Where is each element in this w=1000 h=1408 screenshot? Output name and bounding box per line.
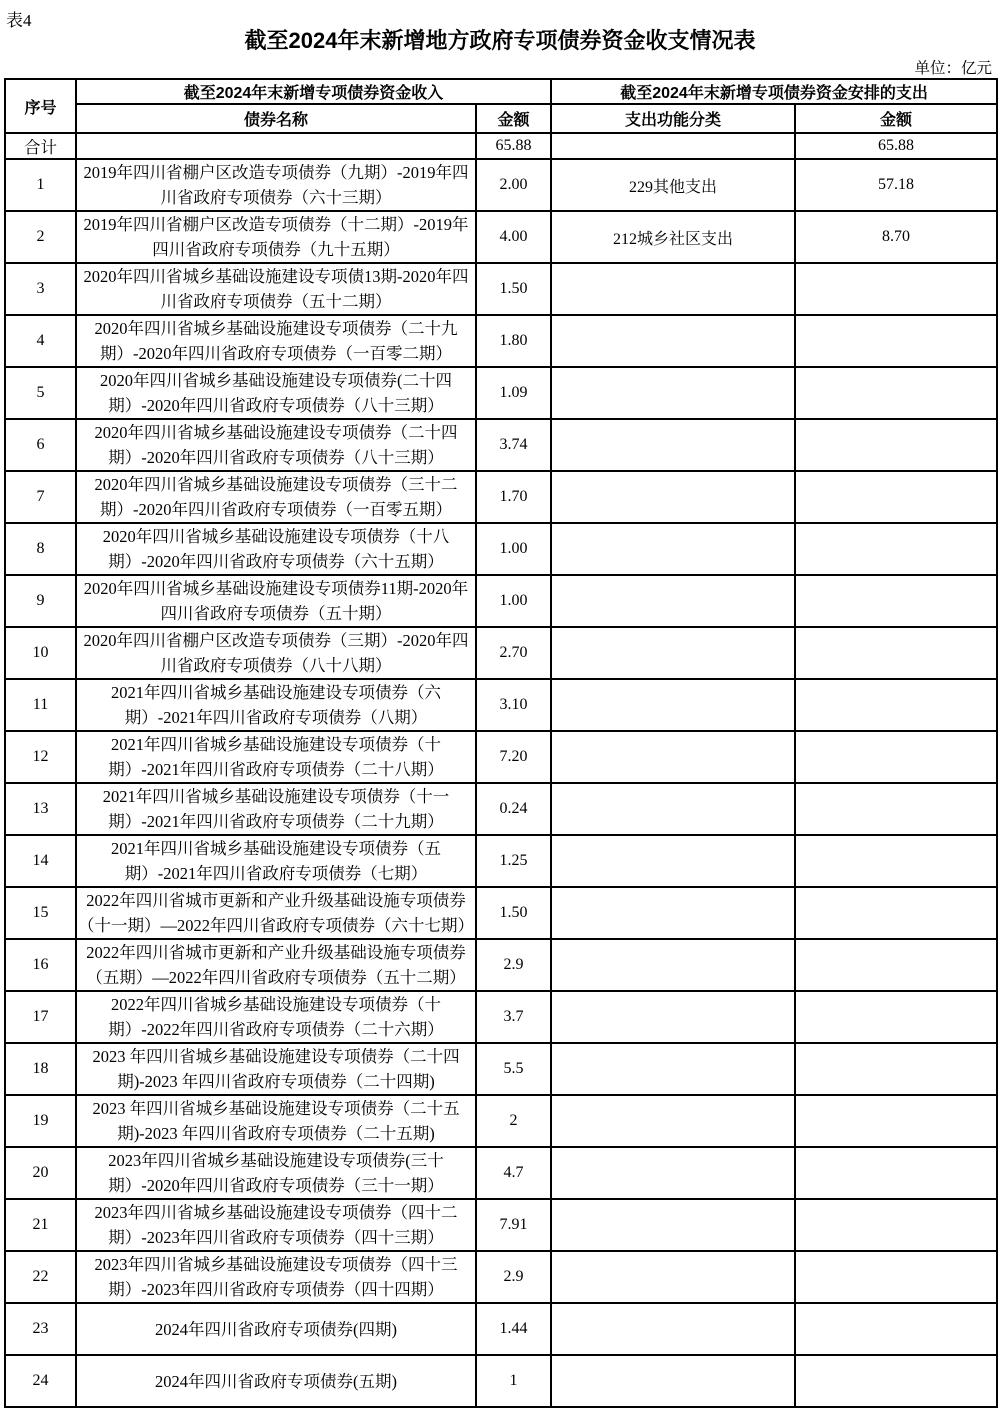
expense-amount bbox=[795, 731, 997, 783]
table-row bbox=[5, 367, 997, 419]
row-seq: 10 bbox=[5, 627, 76, 679]
bond-name-cell bbox=[76, 887, 476, 939]
expense-category bbox=[551, 835, 795, 887]
row-seq: 21 bbox=[5, 1199, 76, 1251]
expense-amount bbox=[795, 783, 997, 835]
expense-category bbox=[551, 679, 795, 731]
income-amount: 7.20 bbox=[476, 731, 551, 783]
bond-name-cell bbox=[76, 991, 476, 1043]
total-bond-name bbox=[76, 133, 476, 159]
income-amount: 7.91 bbox=[476, 1199, 551, 1251]
table-row bbox=[5, 1043, 997, 1095]
bond-name-cell bbox=[76, 783, 476, 835]
expense-category bbox=[551, 575, 795, 627]
expense-category bbox=[551, 1355, 795, 1407]
bond-name-cell bbox=[76, 1355, 476, 1407]
income-amount: 1.25 bbox=[476, 835, 551, 887]
bond-name: 2020年四川省城乡基础设施建设专项债券11期-2020年四川省政府专项债券（五十期） bbox=[83, 579, 469, 623]
expense-category bbox=[551, 419, 795, 471]
expense-category bbox=[551, 939, 795, 991]
row-seq: 9 bbox=[5, 575, 76, 627]
bond-name: 2022年四川省城乡基础设施建设专项债券（十期）-2022年四川省政府专项债券（二十六期） bbox=[108, 995, 444, 1039]
expense-category: 229其他支出 bbox=[551, 159, 795, 211]
expense-amount bbox=[795, 1355, 997, 1407]
bond-name-cell bbox=[76, 1251, 476, 1303]
row-seq: 16 bbox=[5, 939, 76, 991]
expense-amount bbox=[795, 471, 997, 523]
bond-name: 2019年四川省棚户区改造专项债券（九期）-2019年四川省政府专项债券（六十三期） bbox=[83, 163, 469, 207]
income-amount: 1.50 bbox=[476, 263, 551, 315]
table-row bbox=[5, 419, 997, 471]
bond-name: 2023 年四川省城乡基础设施建设专项债券（二十四期)-2023 年四川省政府专项债券（二十四期) bbox=[92, 1047, 460, 1091]
row-seq: 4 bbox=[5, 315, 76, 367]
table-row bbox=[5, 159, 997, 211]
income-amount: 5.5 bbox=[476, 1043, 551, 1095]
bond-name: 2022年四川省城市更新和产业升级基础设施专项债券（五期）—2022年四川省政府专项债券（五十二期） bbox=[86, 943, 466, 987]
expense-category bbox=[551, 315, 795, 367]
expense-category bbox=[551, 731, 795, 783]
income-amount: 0.24 bbox=[476, 783, 551, 835]
bond-name: 2020年四川省城乡基础设施建设专项债券(二十四期）-2020年四川省政府专项债券（八十三期） bbox=[100, 371, 452, 415]
income-amount: 3.10 bbox=[476, 679, 551, 731]
bond-name-cell bbox=[76, 1147, 476, 1199]
expense-category bbox=[551, 471, 795, 523]
expense-amount bbox=[795, 367, 997, 419]
row-seq: 20 bbox=[5, 1147, 76, 1199]
row-seq: 6 bbox=[5, 419, 76, 471]
header-sub-row bbox=[5, 104, 997, 133]
bond-name: 2023年四川省城乡基础设施建设专项债券（四十三期）-2023年四川省政府专项债券（四十四期） bbox=[94, 1255, 458, 1299]
income-amount: 1.70 bbox=[476, 471, 551, 523]
income-amount: 1.09 bbox=[476, 367, 551, 419]
total-expense-amount: 65.88 bbox=[795, 133, 997, 159]
row-seq: 2 bbox=[5, 211, 76, 263]
table-row bbox=[5, 887, 997, 939]
bond-name: 2023 年四川省城乡基础设施建设专项债券（二十五期)-2023 年四川省政府专项债券（二十五期) bbox=[92, 1099, 460, 1143]
bond-name: 2020年四川省城乡基础设施建设专项债券（三十二期）-2020年四川省政府专项债券（一百零五期） bbox=[94, 475, 458, 519]
row-seq: 7 bbox=[5, 471, 76, 523]
total-label: 合计 bbox=[5, 133, 76, 159]
bond-name: 2020年四川省城乡基础设施建设专项债13期-2020年四川省政府专项债券（五十二期） bbox=[83, 267, 469, 311]
row-seq: 19 bbox=[5, 1095, 76, 1147]
expense-amount bbox=[795, 679, 997, 731]
row-seq: 18 bbox=[5, 1043, 76, 1095]
row-seq: 24 bbox=[5, 1355, 76, 1407]
income-amount: 2.70 bbox=[476, 627, 551, 679]
row-seq: 14 bbox=[5, 835, 76, 887]
total-expense-category bbox=[551, 133, 795, 159]
expense-category bbox=[551, 523, 795, 575]
bond-name: 2021年四川省城乡基础设施建设专项债券（十一期）-2021年四川省政府专项债券（二十九期） bbox=[102, 787, 450, 831]
expense-amount bbox=[795, 835, 997, 887]
bond-name-cell bbox=[76, 419, 476, 471]
income-amount: 2.9 bbox=[476, 1251, 551, 1303]
income-amount: 1.80 bbox=[476, 315, 551, 367]
table-row bbox=[5, 1251, 997, 1303]
bond-name: 2020年四川省城乡基础设施建设专项债券（十八期）-2020年四川省政府专项债券（六十五期） bbox=[102, 527, 450, 571]
income-amount: 1 bbox=[476, 1355, 551, 1407]
bond-name: 2024年四川省政府专项债券(四期) bbox=[155, 1319, 397, 1339]
expense-amount bbox=[795, 1095, 997, 1147]
bond-name: 2023年四川省城乡基础设施建设专项债券（四十二期）-2023年四川省政府专项债券（四十三期） bbox=[94, 1203, 458, 1247]
bond-name: 2020年四川省棚户区改造专项债券（三期）-2020年四川省政府专项债券（八十八期） bbox=[83, 631, 469, 675]
table-row bbox=[5, 523, 997, 575]
row-seq: 23 bbox=[5, 1303, 76, 1355]
bond-name-cell bbox=[76, 835, 476, 887]
table-row bbox=[5, 1355, 997, 1407]
row-seq: 3 bbox=[5, 263, 76, 315]
bond-name-cell bbox=[76, 367, 476, 419]
expense-category bbox=[551, 367, 795, 419]
row-seq: 17 bbox=[5, 991, 76, 1043]
expense-amount bbox=[795, 991, 997, 1043]
bond-name-cell bbox=[76, 627, 476, 679]
row-seq: 12 bbox=[5, 731, 76, 783]
header-bond-name: 债券名称 bbox=[76, 104, 476, 133]
expense-amount bbox=[795, 315, 997, 367]
bond-name: 2023年四川省城乡基础设施建设专项债券(三十期）-2020年四川省政府专项债券（三十一期） bbox=[108, 1151, 444, 1195]
table-row bbox=[5, 835, 997, 887]
header-expense-category: 支出功能分类 bbox=[551, 104, 795, 133]
table-row bbox=[5, 679, 997, 731]
income-amount: 4.7 bbox=[476, 1147, 551, 1199]
table-row bbox=[5, 315, 997, 367]
expense-amount bbox=[795, 523, 997, 575]
expense-category bbox=[551, 1199, 795, 1251]
row-seq: 22 bbox=[5, 1251, 76, 1303]
header-expense-amount: 金额 bbox=[795, 104, 997, 133]
expense-category bbox=[551, 1043, 795, 1095]
table-row bbox=[5, 991, 997, 1043]
bond-name: 2024年四川省政府专项债券(五期) bbox=[155, 1371, 397, 1391]
income-amount: 1.44 bbox=[476, 1303, 551, 1355]
bond-name-cell bbox=[76, 1199, 476, 1251]
expense-category bbox=[551, 1147, 795, 1199]
expense-amount: 8.70 bbox=[795, 211, 997, 263]
expense-amount bbox=[795, 419, 997, 471]
expense-category bbox=[551, 1251, 795, 1303]
income-amount: 1.50 bbox=[476, 887, 551, 939]
bond-name-cell bbox=[76, 679, 476, 731]
bond-name-cell bbox=[76, 1095, 476, 1147]
page-title: 截至2024年末新增地方政府专项债券资金收支情况表 bbox=[244, 28, 756, 53]
expense-category bbox=[551, 783, 795, 835]
bond-name-cell bbox=[76, 471, 476, 523]
bond-name: 2019年四川省棚户区改造专项债券（十二期）-2019年四川省政府专项债券（九十五期） bbox=[83, 215, 469, 259]
bond-name: 2021年四川省城乡基础设施建设专项债券（五期）-2021年四川省政府专项债券（七期） bbox=[111, 839, 441, 883]
total-row bbox=[5, 133, 997, 159]
income-amount: 1.00 bbox=[476, 523, 551, 575]
bond-name-cell bbox=[76, 211, 476, 263]
income-amount: 1.00 bbox=[476, 575, 551, 627]
income-amount: 2.9 bbox=[476, 939, 551, 991]
table-row bbox=[5, 783, 997, 835]
expense-category bbox=[551, 263, 795, 315]
table-row bbox=[5, 731, 997, 783]
expense-amount bbox=[795, 1251, 997, 1303]
table-row bbox=[5, 627, 997, 679]
expense-amount bbox=[795, 887, 997, 939]
bond-name-cell bbox=[76, 939, 476, 991]
expense-category: 212城乡社区支出 bbox=[551, 211, 795, 263]
income-amount: 3.7 bbox=[476, 991, 551, 1043]
table-body bbox=[5, 133, 997, 1407]
row-seq: 13 bbox=[5, 783, 76, 835]
table-row bbox=[5, 1147, 997, 1199]
expense-amount bbox=[795, 1043, 997, 1095]
row-seq: 5 bbox=[5, 367, 76, 419]
bond-name-cell bbox=[76, 1303, 476, 1355]
bond-name: 2021年四川省城乡基础设施建设专项债券（六期）-2021年四川省政府专项债券（八期） bbox=[111, 683, 441, 727]
header-group-row bbox=[5, 79, 997, 104]
table-row bbox=[5, 471, 997, 523]
expense-amount bbox=[795, 575, 997, 627]
row-seq: 11 bbox=[5, 679, 76, 731]
table-row bbox=[5, 575, 997, 627]
expense-category bbox=[551, 1303, 795, 1355]
expense-amount bbox=[795, 1303, 997, 1355]
income-amount: 3.74 bbox=[476, 419, 551, 471]
table-row bbox=[5, 211, 997, 263]
header-income-group: 截至2024年末新增专项债券资金收入 bbox=[76, 79, 551, 104]
income-amount: 2 bbox=[476, 1095, 551, 1147]
total-income-amount: 65.88 bbox=[476, 133, 551, 159]
table-row bbox=[5, 1095, 997, 1147]
bond-name: 2020年四川省城乡基础设施建设专项债券（二十四期）-2020年四川省政府专项债券（八十三期） bbox=[94, 423, 458, 467]
expense-category bbox=[551, 887, 795, 939]
expense-amount bbox=[795, 1199, 997, 1251]
expense-amount bbox=[795, 263, 997, 315]
expense-category bbox=[551, 627, 795, 679]
expense-category bbox=[551, 991, 795, 1043]
bond-funds-table bbox=[4, 78, 998, 1408]
table-tag: 表4 bbox=[6, 11, 32, 30]
table-row bbox=[5, 263, 997, 315]
header-seq: 序号 bbox=[5, 79, 76, 133]
expense-category bbox=[551, 1095, 795, 1147]
bond-name-cell bbox=[76, 1043, 476, 1095]
header-income-amount: 金额 bbox=[476, 104, 551, 133]
bond-name-cell bbox=[76, 731, 476, 783]
expense-amount: 57.18 bbox=[795, 159, 997, 211]
row-seq: 8 bbox=[5, 523, 76, 575]
table-row bbox=[5, 939, 997, 991]
table-row bbox=[5, 1199, 997, 1251]
bond-name-cell bbox=[76, 263, 476, 315]
income-amount: 2.00 bbox=[476, 159, 551, 211]
income-amount: 4.00 bbox=[476, 211, 551, 263]
row-seq: 15 bbox=[5, 887, 76, 939]
bond-name-cell bbox=[76, 575, 476, 627]
bond-name-cell bbox=[76, 523, 476, 575]
unit-label: 单位：亿元 bbox=[914, 60, 992, 77]
table-row bbox=[5, 1303, 997, 1355]
row-seq: 1 bbox=[5, 159, 76, 211]
bond-name-cell bbox=[76, 159, 476, 211]
expense-amount bbox=[795, 1147, 997, 1199]
bond-name-cell bbox=[76, 315, 476, 367]
bond-name: 2021年四川省城乡基础设施建设专项债券（十期）-2021年四川省政府专项债券（二十八期） bbox=[108, 735, 444, 779]
header-expense-group: 截至2024年末新增专项债券资金安排的支出 bbox=[551, 79, 997, 104]
bond-name: 2020年四川省城乡基础设施建设专项债券（二十九期）-2020年四川省政府专项债券（一百零二期） bbox=[94, 319, 458, 363]
bond-name: 2022年四川省城市更新和产业升级基础设施专项债券（十一期）—2022年四川省政府专项债券（六十七期） bbox=[78, 891, 474, 935]
expense-amount bbox=[795, 627, 997, 679]
expense-amount bbox=[795, 939, 997, 991]
